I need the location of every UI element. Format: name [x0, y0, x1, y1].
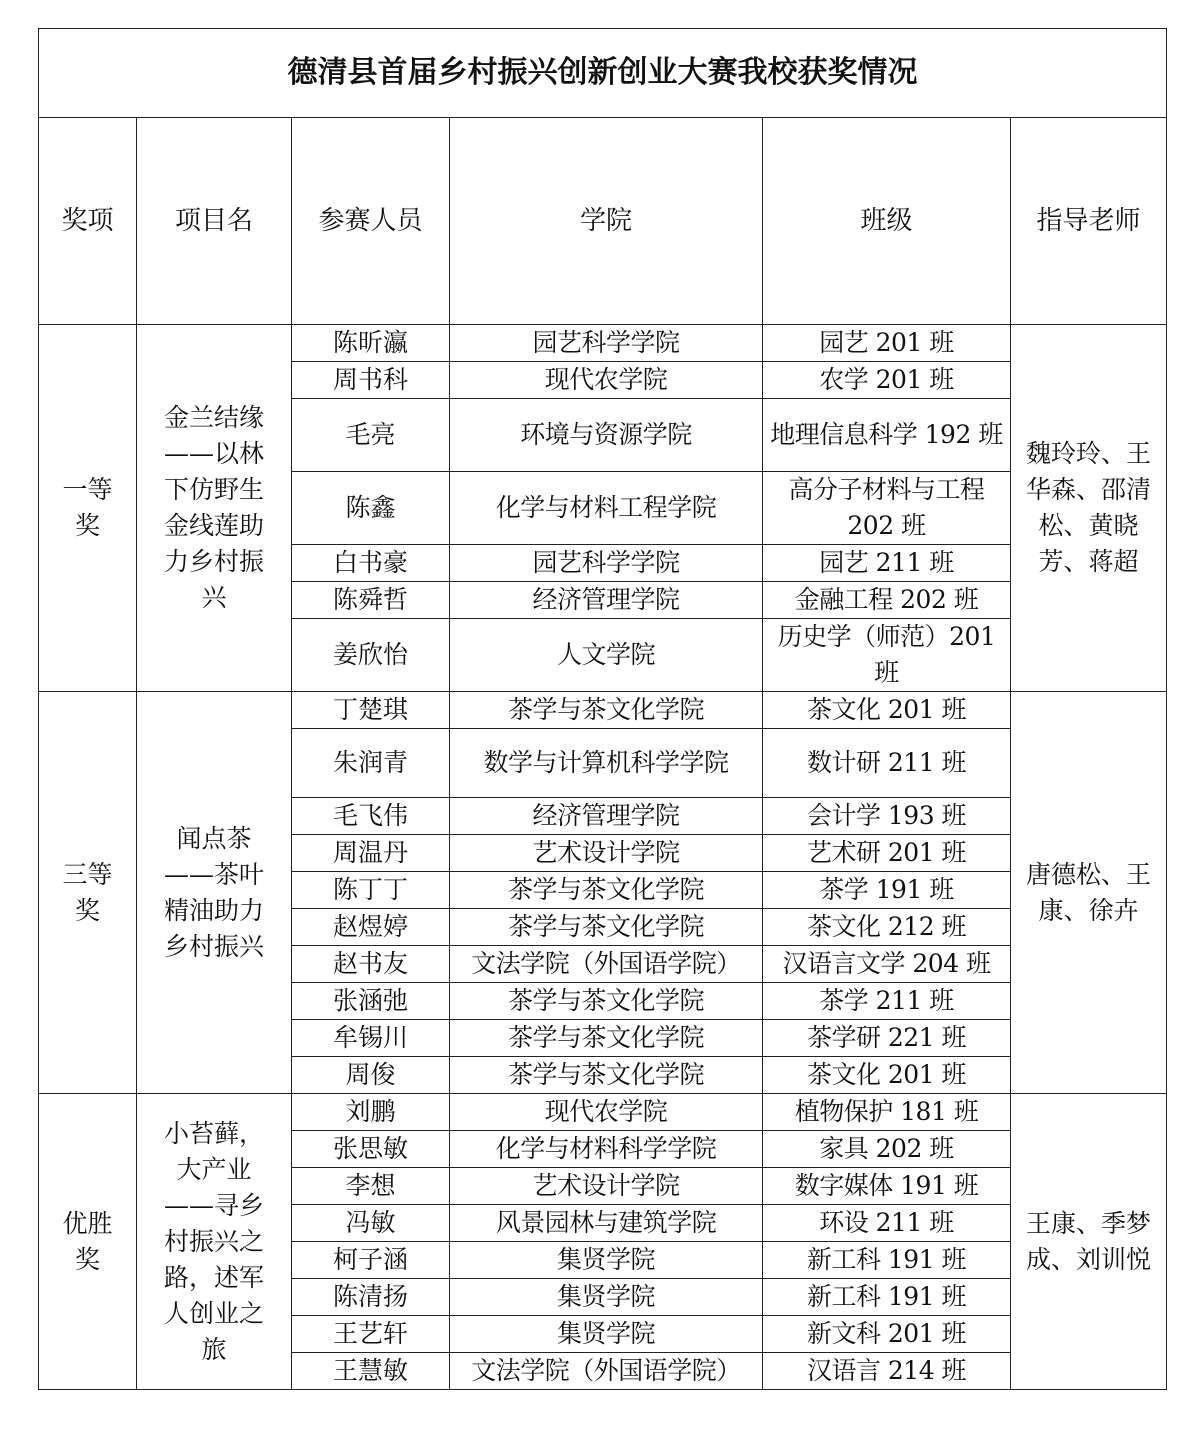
college-cell: 文法学院（外国语学院） — [450, 946, 763, 983]
member-cell: 毛亮 — [292, 399, 450, 472]
class-cell: 茶文化 201 班 — [763, 1057, 1011, 1094]
header-project: 项目名 — [137, 118, 292, 325]
title-row — [39, 29, 1167, 118]
class-cell: 植物保护 181 班 — [763, 1094, 1011, 1131]
college-cell: 茶学与茶文化学院 — [450, 1020, 763, 1057]
member-cell: 周俊 — [292, 1057, 450, 1094]
college-cell: 茶学与茶文化学院 — [450, 983, 763, 1020]
college-cell: 环境与资源学院 — [450, 399, 763, 472]
member-cell: 王艺轩 — [292, 1316, 450, 1353]
class-cell: 环设 211 班 — [763, 1205, 1011, 1242]
college-cell: 集贤学院 — [450, 1279, 763, 1316]
project-cell: 金兰结缘——以林下仿野生金线莲助力乡村振兴 — [137, 325, 292, 692]
college-cell: 风景园林与建筑学院 — [450, 1205, 763, 1242]
class-cell: 数计研 211 班 — [763, 729, 1011, 798]
class-cell: 数字媒体 191 班 — [763, 1168, 1011, 1205]
member-cell: 赵书友 — [292, 946, 450, 983]
member-cell: 赵煜婷 — [292, 909, 450, 946]
member-cell: 张涵弛 — [292, 983, 450, 1020]
class-cell: 茶文化 201 班 — [763, 692, 1011, 729]
class-cell: 会计学 193 班 — [763, 798, 1011, 835]
college-cell: 艺术设计学院 — [450, 1168, 763, 1205]
college-cell: 化学与材料科学学院 — [450, 1131, 763, 1168]
class-cell: 新工科 191 班 — [763, 1279, 1011, 1316]
college-cell: 集贤学院 — [450, 1242, 763, 1279]
award-table — [38, 28, 1167, 1390]
member-cell: 毛飞伟 — [292, 798, 450, 835]
member-cell: 朱润青 — [292, 729, 450, 798]
member-cell: 陈鑫 — [292, 472, 450, 545]
college-cell: 茶学与茶文化学院 — [450, 909, 763, 946]
class-cell: 历史学（师范）201 班 — [763, 619, 1011, 692]
member-cell: 陈舜哲 — [292, 582, 450, 619]
member-cell: 陈昕瀛 — [292, 325, 450, 362]
project-cell: 闻点茶——茶叶精油助力乡村振兴 — [137, 692, 292, 1094]
header-award: 奖项 — [39, 118, 137, 325]
member-cell: 刘鹏 — [292, 1094, 450, 1131]
table-row — [39, 325, 1167, 362]
class-cell: 新文科 201 班 — [763, 1316, 1011, 1353]
college-cell: 茶学与茶文化学院 — [450, 692, 763, 729]
class-cell: 地理信息科学 192 班 — [763, 399, 1011, 472]
college-cell: 茶学与茶文化学院 — [450, 1057, 763, 1094]
class-cell: 茶学 211 班 — [763, 983, 1011, 1020]
award-cell: 一等奖 — [39, 325, 137, 692]
college-cell: 现代农学院 — [450, 1094, 763, 1131]
college-cell: 艺术设计学院 — [450, 835, 763, 872]
class-cell: 汉语言文学 204 班 — [763, 946, 1011, 983]
college-cell: 茶学与茶文化学院 — [450, 872, 763, 909]
member-cell: 白书豪 — [292, 545, 450, 582]
header-advisor: 指导老师 — [1011, 118, 1167, 325]
college-cell: 园艺科学学院 — [450, 545, 763, 582]
table-row — [39, 1094, 1167, 1131]
member-cell: 张思敏 — [292, 1131, 450, 1168]
header-college: 学院 — [450, 118, 763, 325]
header-row — [39, 118, 1167, 325]
header-member: 参赛人员 — [292, 118, 450, 325]
college-cell: 经济管理学院 — [450, 798, 763, 835]
college-cell: 数学与计算机科学学院 — [450, 729, 763, 798]
college-cell: 人文学院 — [450, 619, 763, 692]
class-cell: 高分子材料与工程 202 班 — [763, 472, 1011, 545]
college-cell: 现代农学院 — [450, 362, 763, 399]
member-cell: 柯子涵 — [292, 1242, 450, 1279]
member-cell: 陈清扬 — [292, 1279, 450, 1316]
member-cell: 冯敏 — [292, 1205, 450, 1242]
class-cell: 茶学 191 班 — [763, 872, 1011, 909]
table-title: 德清县首届乡村振兴创新创业大赛我校获奖情况 — [39, 29, 1167, 118]
member-cell: 周书科 — [292, 362, 450, 399]
award-cell: 三等奖 — [39, 692, 137, 1094]
college-cell: 化学与材料工程学院 — [450, 472, 763, 545]
class-cell: 艺术研 201 班 — [763, 835, 1011, 872]
class-cell: 园艺 201 班 — [763, 325, 1011, 362]
member-cell: 丁楚琪 — [292, 692, 450, 729]
project-cell: 小苔藓，大产业——寻乡村振兴之路，述军人创业之旅 — [137, 1094, 292, 1390]
advisor-cell: 魏玲玲、王华森、邵清松、黄晓芳、蒋超 — [1011, 325, 1167, 692]
member-cell: 牟锡川 — [292, 1020, 450, 1057]
member-cell: 姜欣怡 — [292, 619, 450, 692]
class-cell: 家具 202 班 — [763, 1131, 1011, 1168]
college-cell: 经济管理学院 — [450, 582, 763, 619]
college-cell: 集贤学院 — [450, 1316, 763, 1353]
member-cell: 李想 — [292, 1168, 450, 1205]
class-cell: 茶文化 212 班 — [763, 909, 1011, 946]
member-cell: 王慧敏 — [292, 1353, 450, 1390]
advisor-cell: 唐德松、王康、徐卉 — [1011, 692, 1167, 1094]
college-cell: 文法学院（外国语学院） — [450, 1353, 763, 1390]
member-cell: 周温丹 — [292, 835, 450, 872]
award-cell: 优胜奖 — [39, 1094, 137, 1390]
class-cell: 金融工程 202 班 — [763, 582, 1011, 619]
advisor-cell: 王康、季梦成、刘训悦 — [1011, 1094, 1167, 1390]
header-class: 班级 — [763, 118, 1011, 325]
member-cell: 陈丁丁 — [292, 872, 450, 909]
table-row — [39, 692, 1167, 729]
class-cell: 农学 201 班 — [763, 362, 1011, 399]
class-cell: 茶学研 221 班 — [763, 1020, 1011, 1057]
class-cell: 园艺 211 班 — [763, 545, 1011, 582]
college-cell: 园艺科学学院 — [450, 325, 763, 362]
class-cell: 汉语言 214 班 — [763, 1353, 1011, 1390]
class-cell: 新工科 191 班 — [763, 1242, 1011, 1279]
